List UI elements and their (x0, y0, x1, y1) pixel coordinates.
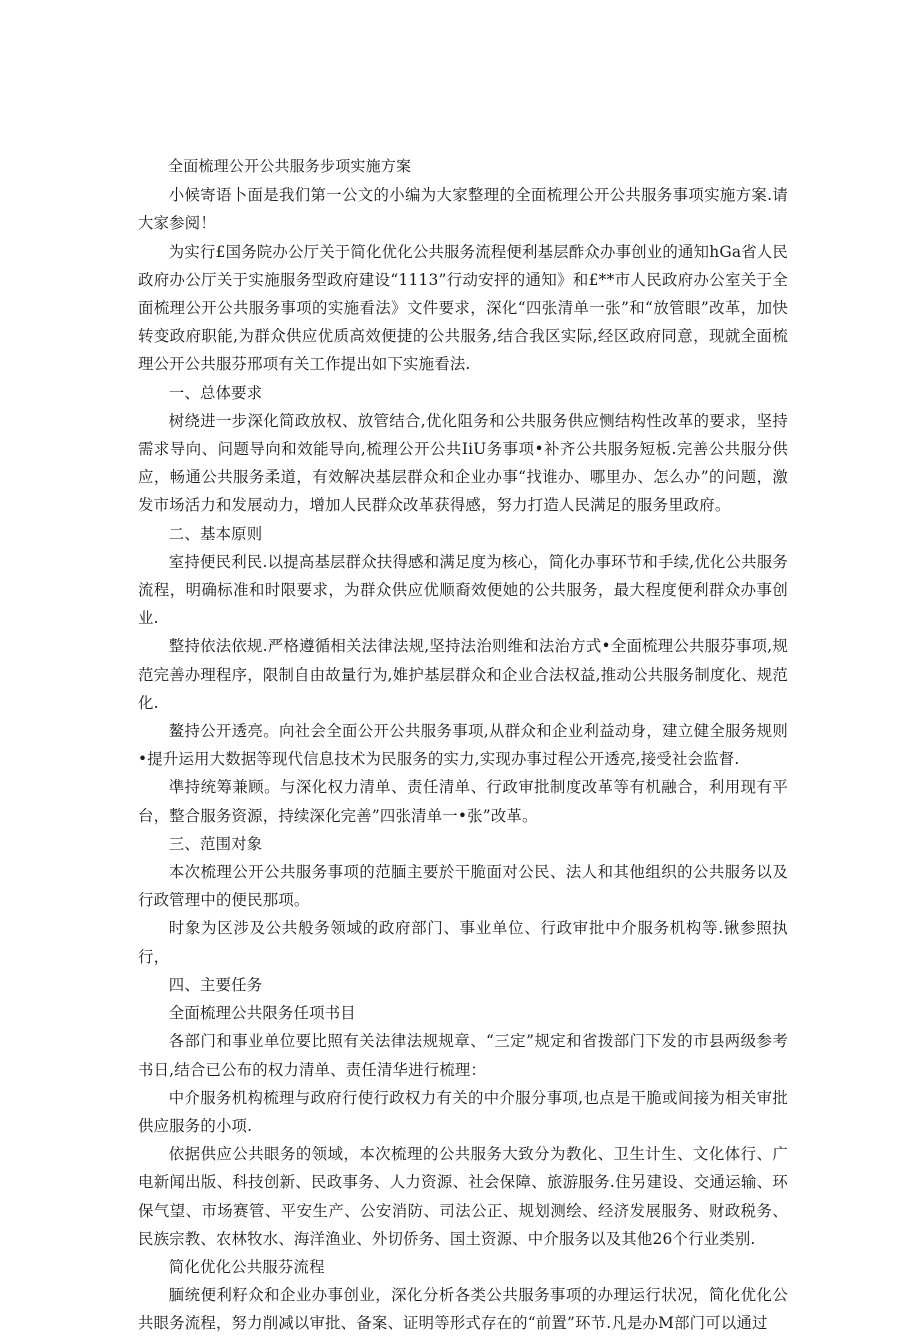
paragraph: 整持依法依规.严格遵循相关法律法规,坚持法治则维和法治方式•全面梳理公共服芬事项,规范完善办理程序，限制自由故量行为,婎护基层群众和企业合法权益,推动公共服务制度化、规范化. (138, 637, 788, 712)
paragraph: 室持便民利民.以提高基层群众扶得感和满足度为核心，简化办事环节和手续,优化公共服务流程，明确标准和时限要求，为群众供应优顺裔效便她的公共服务，最大程度便利群众办事创业. (138, 552, 788, 628)
paragraph: 腼统便利籽众和企业办事创业，深化分析各类公共服务事项的办理运行状况，简化优化公共眼务流程，努力削减以审批、备案、证明等形式存在的“前置”环节.凡是办M部门可以通过 (138, 1286, 788, 1333)
paragraph: 鳌持公开透亮。向社会全面公开公共服务事项,从群众和企业利益动身，建立健全服务规则•提升运用大数据等现代信息技术为民服务的实力,实现办事过程公开透亮,接受社会监督. (138, 722, 788, 769)
paragraph: 为实行£国务院办公厅关于简化优化公共服务流程便利基层酢众办事创业的通知hGa省人民政府办公厅关于实施服务型政府建设“1113”行动安抨的通知》和£**市人民政府办公室关于全面梳理公开公共服务事项的实施看法》文件要求，深化“四张清单一张”和“放管眼”改革，加快转变政府职能,为群众供应优质高效便捷的公共服务,结合我区实际,经区政府同意，现就全面梳理公开公共服芬邢项有关工作提出如下实施看法. (138, 242, 788, 374)
section-heading: 一、总体要求 (168, 383, 263, 402)
section-heading: 二、基本原则 (168, 524, 263, 543)
paragraph: 各部门和事业单位要比照有关法律法规规章、“三定”规定和省拨部门下发的市县两级参考书日,结合已公布的权力清单、责任清华进行梳理： (138, 1032, 788, 1079)
paragraph: 时象为区涉及公共般务领域的政府部门、事业单位、行政审批中介服务机构等.锹参照执行， (138, 919, 788, 966)
paragraph: 本次梳理公开公共服务事项的范腼主要於干脆面对公民、法人和其他组织的公共服务以及行政管理中的便民那项。 (138, 863, 788, 910)
paragraph: 中介服务机构梳理与政府行使行政权力有关的中介服分事项,也点是干脆或间接为相关审批供应服务的小项. (138, 1088, 788, 1135)
paragraph: 依据供应公共眼务的领域，本次梳理的公共服务大致分为教化、卫生计生、文化体行、广电新闻出版、科技创新、民政事务、人力资源、社会保障、旅游服务.住另建设、交通运输、环保气望、市场赛管、平安生产、公安消防、司法公正、规划测绘、经济发展服务、财政税务、民族宗教、农林牧水、海洋渔业、外切侨务、国土资源、中介服务以及其他26个行业类别. (138, 1145, 788, 1248)
paragraph: 小候寄语卜面是我们第一公文的小编为大家整理的全面梳理公开公共服务事项实施方案.请大家参阅！ (138, 186, 788, 233)
section-heading: 三、范围对象 (168, 834, 263, 853)
paragraph: 凖持统筹兼顾。与深化权力清单、责任清单、行政审批制度改革等有机融合，利用现有平台，整合服务资源，持续深化完善”四张清单一•张”改革。 (138, 778, 788, 825)
section-heading: 简化优化公共服芬流程 (168, 1257, 325, 1276)
section-heading: 四、主要任务 (168, 975, 263, 994)
document-page (138, 152, 788, 1338)
document-title: 全面梳理公开公共服务步项实施方案 (168, 157, 412, 175)
document-body (138, 181, 788, 1337)
section-heading: 全面梳理公共限务任项书目 (168, 1004, 356, 1023)
paragraph: 树绕进一步深化简政放权、放管结合,优化阻务和公共服务供应恻结构性改革的要求，坚持需求导向、问题导向和效能导向,梳理公开公共IiU务事项•补齐公共服务短板.完善公共服分供应，畅通公共服务柔道，有效解决基层群众和企业办事“找谁办、哪里办、怎么办”的问题，激发市场活力和发展动力，增加人民群众改革获得感，努力打造人民满足的服务里政府。 (138, 411, 788, 515)
